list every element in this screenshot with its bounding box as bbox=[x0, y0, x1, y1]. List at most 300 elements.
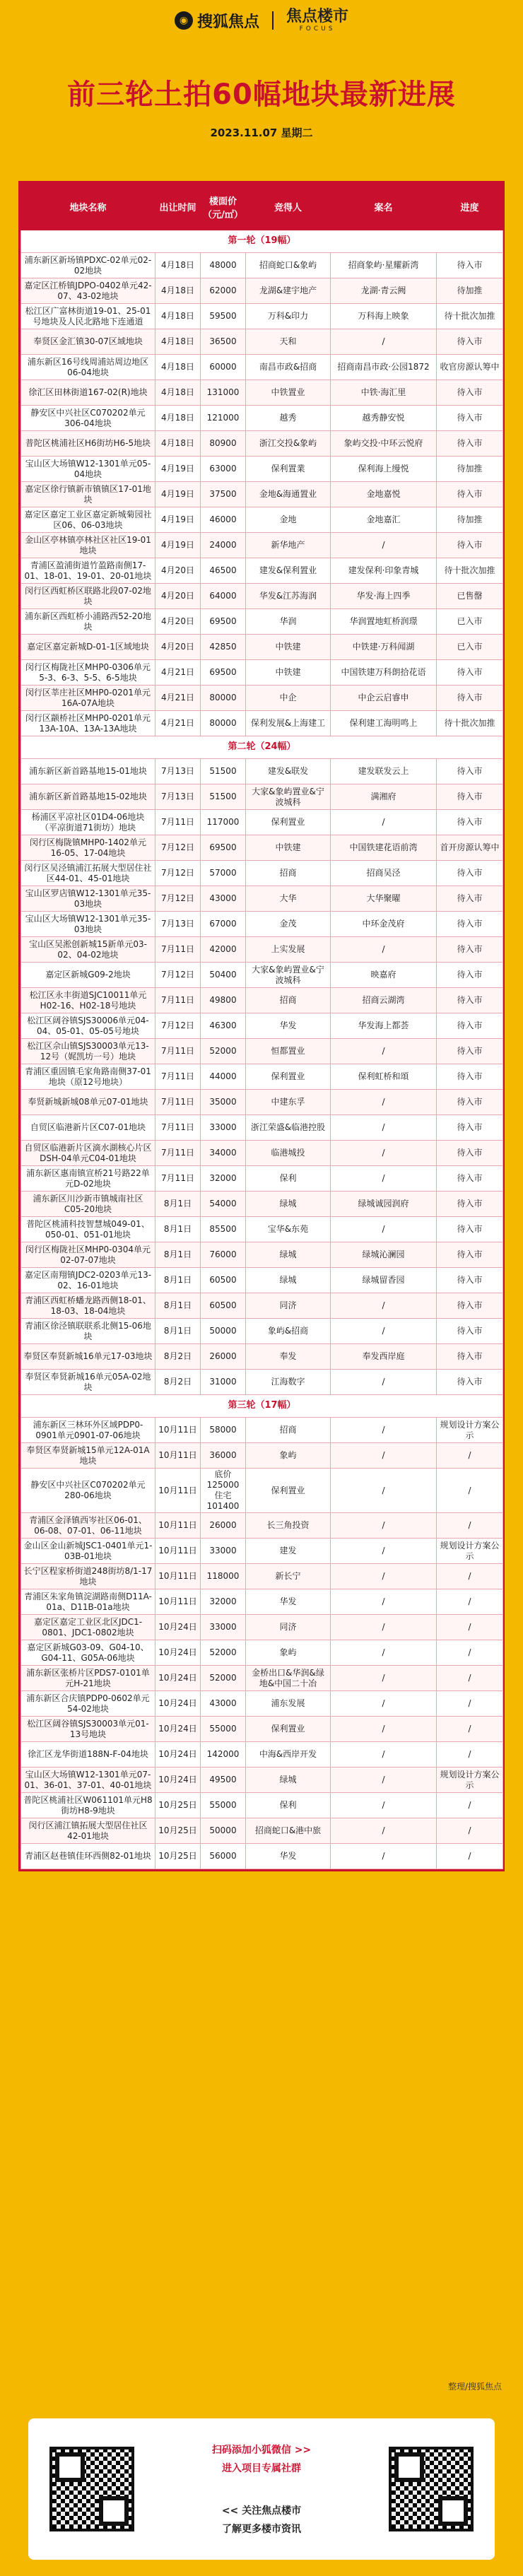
cell-status: 待入市 bbox=[437, 686, 503, 711]
cell-winner: 江海数字 bbox=[246, 1370, 331, 1395]
cell-status: / bbox=[437, 1564, 503, 1589]
cell-name: 嘉定区徐行镇新市镇镇区17-01地块 bbox=[21, 482, 155, 507]
cell-date: 7月12日 bbox=[155, 1013, 201, 1039]
table-row bbox=[21, 1141, 503, 1166]
cell-status: 待入市 bbox=[437, 1192, 503, 1217]
cell-status: 首开房源认筹中 bbox=[437, 835, 503, 861]
cell-date: 10月24日 bbox=[155, 1717, 201, 1742]
cell-date: 4月18日 bbox=[155, 253, 201, 278]
table-row bbox=[21, 1418, 503, 1443]
cell-status: / bbox=[437, 1513, 503, 1539]
cell-name: 青浦区盈浦街道竹盈路南侧17-01、18-01、19-01、20-01地块 bbox=[21, 558, 155, 584]
cell-project: 招商吴泾 bbox=[331, 861, 437, 886]
cell-project: / bbox=[331, 1166, 437, 1192]
table-row bbox=[21, 686, 503, 711]
table-row bbox=[21, 1717, 503, 1742]
cell-status: 待入市 bbox=[437, 329, 503, 355]
cell-date: 7月12日 bbox=[155, 963, 201, 988]
cell-project: 金地嘉汇 bbox=[331, 507, 437, 533]
cell-winner: 保利置业 bbox=[246, 1469, 331, 1513]
cell-date: 4月19日 bbox=[155, 482, 201, 507]
cell-price: 50000 bbox=[201, 1319, 246, 1344]
cell-winner: 奉发 bbox=[246, 1344, 331, 1370]
cell-project: / bbox=[331, 937, 437, 963]
cell-date: 4月19日 bbox=[155, 507, 201, 533]
cell-price: 31000 bbox=[201, 1370, 246, 1395]
cell-price: 33000 bbox=[201, 1115, 246, 1141]
brand-bar bbox=[0, 0, 523, 41]
cell-price: 121000 bbox=[201, 406, 246, 431]
cell-name: 金山区金山新城JSC1-0401单元1-03B-01地块 bbox=[21, 1539, 155, 1564]
cell-name: 宝山区吴淞创新城15新单元03-02、04-02地块 bbox=[21, 937, 155, 963]
table-row bbox=[21, 835, 503, 861]
cell-date: 4月20日 bbox=[155, 609, 201, 635]
cell-name: 奉贤区奉贤新城15单元12A-01A地块 bbox=[21, 1443, 155, 1469]
cell-winner: 大华 bbox=[246, 886, 331, 912]
cell-status: 待入市 bbox=[437, 1013, 503, 1039]
focus-logo bbox=[286, 9, 348, 33]
wechat-qr-code[interactable] bbox=[49, 2447, 134, 2531]
cell-date: 7月13日 bbox=[155, 912, 201, 937]
cell-project: 中铁·海汇里 bbox=[331, 380, 437, 406]
fox-icon: ◉ bbox=[175, 11, 193, 30]
cell-project: 大华聚曜 bbox=[331, 886, 437, 912]
cell-project: 中国铁建万科朗拾花语 bbox=[331, 660, 437, 686]
cell-name: 浦东新区新首路基地15-01地块 bbox=[21, 759, 155, 784]
focus-logo-en: FOCUS bbox=[299, 25, 336, 33]
cell-date: 7月12日 bbox=[155, 861, 201, 886]
cell-status: 待入市 bbox=[437, 810, 503, 835]
table-row bbox=[21, 1344, 503, 1370]
col-header-date: 出让时间 bbox=[155, 184, 201, 230]
cell-project: 越秀静安悦 bbox=[331, 406, 437, 431]
table-row bbox=[21, 810, 503, 835]
cell-project: 中环金茂府 bbox=[331, 912, 437, 937]
cell-date: 10月11日 bbox=[155, 1539, 201, 1564]
cell-name: 青浦区徐泾镇联联系北侧15-06地块 bbox=[21, 1319, 155, 1344]
cell-project: 华发海上都荟 bbox=[331, 1013, 437, 1039]
cell-price: 24000 bbox=[201, 533, 246, 558]
table-row bbox=[21, 406, 503, 431]
cell-name: 浦东新区新场镇PDXC-02单元02-02地块 bbox=[21, 253, 155, 278]
table-row bbox=[21, 1844, 503, 1869]
cell-status: 待入市 bbox=[437, 1268, 503, 1293]
cell-date: 10月11日 bbox=[155, 1469, 201, 1513]
cell-date: 7月11日 bbox=[155, 937, 201, 963]
cell-name: 浦东新区合庆镇PDP0-0602单元54-02地块 bbox=[21, 1691, 155, 1717]
table-row bbox=[21, 253, 503, 278]
cell-winner: 绿城 bbox=[246, 1242, 331, 1268]
cell-price: 26000 bbox=[201, 1344, 246, 1370]
table-row bbox=[21, 278, 503, 304]
cell-name: 宝山区大场镇W12-1301单元07-01、36-01、37-01、40-01地块 bbox=[21, 1768, 155, 1793]
cell-price: 42000 bbox=[201, 937, 246, 963]
cell-status: / bbox=[437, 1742, 503, 1768]
cell-price: 33000 bbox=[201, 1615, 246, 1640]
cell-winner: 中建东孚 bbox=[246, 1090, 331, 1115]
qr-message bbox=[134, 2442, 389, 2536]
cell-project: / bbox=[331, 1039, 437, 1064]
cell-project: / bbox=[331, 1691, 437, 1717]
cell-name: 浦东新区西虹桥小浦路西52-20地块 bbox=[21, 609, 155, 635]
table-row bbox=[21, 711, 503, 736]
cell-winner: 浙江交投&象屿 bbox=[246, 431, 331, 457]
cell-name: 浦东新区三林环外区域PDP0-0901单元0901-07-06地块 bbox=[21, 1418, 155, 1443]
cell-name: 松江区阔谷镇SJS30006单元04-04、05-01、05-05号地块 bbox=[21, 1013, 155, 1039]
cell-name: 闵行区吴泾镇浦江拓展大型居住社区44-01、45-01地块 bbox=[21, 861, 155, 886]
cell-winner: 华润 bbox=[246, 609, 331, 635]
divider bbox=[272, 11, 274, 30]
cell-price: 32000 bbox=[201, 1166, 246, 1192]
cell-winner: 保利置業 bbox=[246, 457, 331, 482]
cell-status: / bbox=[437, 1589, 503, 1615]
table-row bbox=[21, 1513, 503, 1539]
cell-name: 闵行区莘庄社区MHP0-0201单元16A-07A地块 bbox=[21, 686, 155, 711]
cell-project: 招商南昌市政·公园1872 bbox=[331, 355, 437, 380]
table-row bbox=[21, 1217, 503, 1242]
cell-date: 10月25日 bbox=[155, 1818, 201, 1844]
cell-project: / bbox=[331, 1615, 437, 1640]
publish-date: 2023.11.07 星期二 bbox=[210, 127, 313, 139]
cell-name: 金山区亭林镇亭林社区社区19-01地块 bbox=[21, 533, 155, 558]
cell-date: 4月19日 bbox=[155, 533, 201, 558]
table-row bbox=[21, 1090, 503, 1115]
qr-message-line3: << 关注焦点楼市 bbox=[221, 2505, 302, 2517]
cell-price: 60500 bbox=[201, 1268, 246, 1293]
section-header-row bbox=[21, 230, 503, 253]
cell-name: 浦东新区川沙新市镇城南社区C05-20地块 bbox=[21, 1192, 155, 1217]
cell-winner: 新长宁 bbox=[246, 1564, 331, 1589]
table-row bbox=[21, 635, 503, 660]
cell-project: 绿城诚园润府 bbox=[331, 1192, 437, 1217]
cell-status: 待十批次加推 bbox=[437, 711, 503, 736]
cell-name: 闵行区颛桥社区MHP0-0201单元13A-10A、13A-13A地块 bbox=[21, 711, 155, 736]
cell-price: 62000 bbox=[201, 278, 246, 304]
cell-project: / bbox=[331, 810, 437, 835]
cell-price: 50000 bbox=[201, 1818, 246, 1844]
table-row bbox=[21, 1666, 503, 1691]
cell-status: 待入市 bbox=[437, 988, 503, 1013]
cell-winner: 招商 bbox=[246, 861, 331, 886]
cell-status: 待入市 bbox=[437, 937, 503, 963]
cell-price: 35000 bbox=[201, 1090, 246, 1115]
cell-name: 浦东新区新首路基地15-02地块 bbox=[21, 784, 155, 810]
cell-status: 待入市 bbox=[437, 912, 503, 937]
table-row bbox=[21, 431, 503, 457]
cell-price: 43000 bbox=[201, 886, 246, 912]
cell-price: 69500 bbox=[201, 660, 246, 686]
cell-price: 33000 bbox=[201, 1539, 246, 1564]
cell-date: 4月20日 bbox=[155, 558, 201, 584]
cell-name: 浦东新区惠南镇宣桥21号路22单元D-02地块 bbox=[21, 1166, 155, 1192]
cell-date: 7月12日 bbox=[155, 886, 201, 912]
cell-name: 闵行区西虹桥区联路北段07-02地块 bbox=[21, 584, 155, 609]
cell-winner: 中铁建 bbox=[246, 660, 331, 686]
cell-winner: 大家&象屿置业&宁波城科 bbox=[246, 963, 331, 988]
cell-price: 52000 bbox=[201, 1640, 246, 1666]
cell-price: 36000 bbox=[201, 1443, 246, 1469]
cell-date: 4月18日 bbox=[155, 304, 201, 329]
cell-winner: 保利 bbox=[246, 1793, 331, 1818]
cell-name: 嘉定区新城G03-09、G04-10、G04-11、G05A-06地块 bbox=[21, 1640, 155, 1666]
cell-price: 85500 bbox=[201, 1217, 246, 1242]
cell-project: 建发保利·印象青城 bbox=[331, 558, 437, 584]
table-row bbox=[21, 963, 503, 988]
cell-name: 宝山区大场镇W12-1301单元35-03地块 bbox=[21, 912, 155, 937]
table-row bbox=[21, 1768, 503, 1793]
cell-status: 待入市 bbox=[437, 861, 503, 886]
cell-status: 规划设计方案公示 bbox=[437, 1418, 503, 1443]
cell-date: 10月11日 bbox=[155, 1418, 201, 1443]
table-row bbox=[21, 1192, 503, 1217]
cell-name: 自贸区临港新片区滴水湖核心片区DSH-04单元C04-01地块 bbox=[21, 1141, 155, 1166]
table-row bbox=[21, 1115, 503, 1141]
cell-winner: 招商蛇口&港中旅 bbox=[246, 1818, 331, 1844]
cell-price: 117000 bbox=[201, 810, 246, 835]
cell-date: 10月24日 bbox=[155, 1742, 201, 1768]
cell-price: 58000 bbox=[201, 1418, 246, 1443]
cell-status: 规划设计方案公示 bbox=[437, 1768, 503, 1793]
table-row bbox=[21, 1242, 503, 1268]
col-header-name: 地块名称 bbox=[21, 184, 155, 230]
brand-name: 搜狐焦点 bbox=[196, 13, 259, 31]
cell-name: 奉贤区金汇镇30-07区域地块 bbox=[21, 329, 155, 355]
cell-date: 8月2日 bbox=[155, 1344, 201, 1370]
cell-date: 7月13日 bbox=[155, 784, 201, 810]
cell-winner: 保利 bbox=[246, 1166, 331, 1192]
cell-date: 8月1日 bbox=[155, 1293, 201, 1319]
cell-status: 已入市 bbox=[437, 609, 503, 635]
table-row bbox=[21, 1640, 503, 1666]
table-row bbox=[21, 584, 503, 609]
cell-winner: 浙江荣盛&临港控股 bbox=[246, 1115, 331, 1141]
table-row bbox=[21, 784, 503, 810]
cell-price: 131000 bbox=[201, 380, 246, 406]
cell-date: 4月18日 bbox=[155, 278, 201, 304]
cell-project: 中国铁建花语前湾 bbox=[331, 835, 437, 861]
cell-date: 7月11日 bbox=[155, 1115, 201, 1141]
cell-status: 待入市 bbox=[437, 533, 503, 558]
cell-date: 4月18日 bbox=[155, 329, 201, 355]
cell-price: 49800 bbox=[201, 988, 246, 1013]
cell-project: 中企云启睿申 bbox=[331, 686, 437, 711]
cell-price: 36500 bbox=[201, 329, 246, 355]
table-row bbox=[21, 1564, 503, 1589]
qr-message-line1: 扫码添加小狐微信 >> bbox=[211, 2445, 312, 2456]
cell-date: 4月21日 bbox=[155, 686, 201, 711]
cell-project: / bbox=[331, 1666, 437, 1691]
cell-date: 7月11日 bbox=[155, 1166, 201, 1192]
col-header-project: 案名 bbox=[331, 184, 437, 230]
cell-winner: 绿城 bbox=[246, 1268, 331, 1293]
col-header-winner: 竞得人 bbox=[246, 184, 331, 230]
cell-name: 青浦区朱家角镇淀湖路南侧D11A-01a、D11B-01a地块 bbox=[21, 1589, 155, 1615]
cell-project: / bbox=[331, 1469, 437, 1513]
cell-date: 10月25日 bbox=[155, 1793, 201, 1818]
qr-message-line2: 进入项目专属社群 bbox=[222, 2463, 301, 2474]
cell-status: 待入市 bbox=[437, 431, 503, 457]
cell-winner: 中铁建 bbox=[246, 635, 331, 660]
focus-logo-text: 焦点楼市 bbox=[286, 7, 349, 25]
cell-price: 69500 bbox=[201, 835, 246, 861]
cell-status: 待入市 bbox=[437, 1039, 503, 1064]
cell-name: 普陀区桃浦社区W061101单元H8街坊H8-9地块 bbox=[21, 1793, 155, 1818]
cell-winner: 南昌市政&招商 bbox=[246, 355, 331, 380]
cell-project: / bbox=[331, 1818, 437, 1844]
cell-date: 10月11日 bbox=[155, 1513, 201, 1539]
cell-status: / bbox=[437, 1818, 503, 1844]
cell-price: 44000 bbox=[201, 1064, 246, 1090]
cell-winner: 象屿 bbox=[246, 1443, 331, 1469]
cell-price: 64000 bbox=[201, 584, 246, 609]
cell-project: / bbox=[331, 1717, 437, 1742]
cell-date: 10月11日 bbox=[155, 1589, 201, 1615]
cell-winner: 临港城投 bbox=[246, 1141, 331, 1166]
table-row bbox=[21, 1293, 503, 1319]
cell-project: 绿城留香园 bbox=[331, 1268, 437, 1293]
cell-status: 待加推 bbox=[437, 457, 503, 482]
cell-name: 奉贤区奉贤新城16单元17-03地块 bbox=[21, 1344, 155, 1370]
cell-project: / bbox=[331, 1141, 437, 1166]
section-label: 第一轮（19幅） bbox=[21, 230, 503, 253]
cell-status: 已售罄 bbox=[437, 584, 503, 609]
cell-name: 静安区中兴社区C070202单元280-06地块 bbox=[21, 1469, 155, 1513]
col-header-price: 楼面价（元/㎡） bbox=[201, 184, 246, 230]
cell-status: 待入市 bbox=[437, 482, 503, 507]
cell-price: 54000 bbox=[201, 1192, 246, 1217]
cell-project: / bbox=[331, 1844, 437, 1869]
cell-price: 80000 bbox=[201, 686, 246, 711]
table-row bbox=[21, 1443, 503, 1469]
cell-date: 4月18日 bbox=[155, 355, 201, 380]
cell-date: 8月1日 bbox=[155, 1242, 201, 1268]
cell-name: 普陀区桃浦社区H6街坊H6-5地块 bbox=[21, 431, 155, 457]
cell-status: / bbox=[437, 1443, 503, 1469]
cell-name: 普陀区桃浦科技智慧城049-01、050-01、051-01地块 bbox=[21, 1217, 155, 1242]
cell-price: 80000 bbox=[201, 711, 246, 736]
land-table-container bbox=[18, 181, 505, 1871]
cell-name: 闵行区浦江镇拓展大型居住社区42-01地块 bbox=[21, 1818, 155, 1844]
cell-winner: 龙湖&建宇地产 bbox=[246, 278, 331, 304]
table-row bbox=[21, 533, 503, 558]
section-label: 第三轮（17幅） bbox=[21, 1395, 503, 1418]
cell-status: 待入市 bbox=[437, 886, 503, 912]
cell-winner: 金地&海通置业 bbox=[246, 482, 331, 507]
table-row bbox=[21, 507, 503, 533]
cell-status: / bbox=[437, 1691, 503, 1717]
cell-price: 63000 bbox=[201, 457, 246, 482]
cell-project: / bbox=[331, 1443, 437, 1469]
credit-text: 整理/搜狐焦点 bbox=[447, 2382, 502, 2392]
cell-date: 4月18日 bbox=[155, 406, 201, 431]
cell-project: 满湘府 bbox=[331, 784, 437, 810]
cell-name: 嘉定区嘉定工业区嘉定新城菊园社区06、06-03地块 bbox=[21, 507, 155, 533]
cell-name: 青浦区西虹桥蟠龙路西侧18-01、18-03、18-04地块 bbox=[21, 1293, 155, 1319]
cell-date: 7月12日 bbox=[155, 835, 201, 861]
cell-price: 55000 bbox=[201, 1793, 246, 1818]
cell-date: 10月11日 bbox=[155, 1564, 201, 1589]
cell-winner: 同济 bbox=[246, 1293, 331, 1319]
cell-name: 松江区阔谷镇SJS30003单元01-13号地块 bbox=[21, 1717, 155, 1742]
table-row bbox=[21, 886, 503, 912]
land-table bbox=[20, 183, 503, 1869]
cell-status: 待入市 bbox=[437, 1242, 503, 1268]
cell-name: 青浦区金泽镇西岑社区06-01、06-08、07-01、06-11地块 bbox=[21, 1513, 155, 1539]
cell-name: 长宁区程家桥街道248街坊8/1-17地块 bbox=[21, 1564, 155, 1589]
cell-price: 69500 bbox=[201, 609, 246, 635]
cell-price: 46300 bbox=[201, 1013, 246, 1039]
table-row bbox=[21, 988, 503, 1013]
cell-project: / bbox=[331, 1768, 437, 1793]
cell-status: 待入市 bbox=[437, 1293, 503, 1319]
cell-date: 7月11日 bbox=[155, 1090, 201, 1115]
cell-date: 4月21日 bbox=[155, 660, 201, 686]
cell-date: 8月2日 bbox=[155, 1370, 201, 1395]
cell-price: 26000 bbox=[201, 1513, 246, 1539]
cell-winner: 宝华&东苑 bbox=[246, 1217, 331, 1242]
table-row bbox=[21, 937, 503, 963]
cell-price: 37500 bbox=[201, 482, 246, 507]
cell-status: 待加推 bbox=[437, 507, 503, 533]
cell-status: 规划设计方案公示 bbox=[437, 1539, 503, 1564]
cell-status: 待入市 bbox=[437, 963, 503, 988]
cell-status: 待入市 bbox=[437, 1166, 503, 1192]
cell-winner: 万科&印力 bbox=[246, 304, 331, 329]
cell-price: 76000 bbox=[201, 1242, 246, 1268]
cell-winner: 天和 bbox=[246, 329, 331, 355]
table-body bbox=[21, 230, 503, 1869]
cell-date: 7月11日 bbox=[155, 810, 201, 835]
cell-project: / bbox=[331, 1793, 437, 1818]
cell-price: 底价125000住宅101400 bbox=[201, 1469, 246, 1513]
cell-status: 待入市 bbox=[437, 380, 503, 406]
cell-name: 静安区中兴社区C070202单元306-04地块 bbox=[21, 406, 155, 431]
cell-date: 4月20日 bbox=[155, 635, 201, 660]
cell-status: / bbox=[437, 1844, 503, 1869]
cell-name: 浦东新区16号线周浦站周边地区06-04地块 bbox=[21, 355, 155, 380]
cell-project: / bbox=[331, 1564, 437, 1589]
cell-winner: 招商 bbox=[246, 988, 331, 1013]
cell-date: 8月1日 bbox=[155, 1192, 201, 1217]
table-row bbox=[21, 355, 503, 380]
cell-price: 60000 bbox=[201, 355, 246, 380]
cell-status: 待入市 bbox=[437, 660, 503, 686]
cell-winner: 同济 bbox=[246, 1615, 331, 1640]
cell-winner: 金地 bbox=[246, 507, 331, 533]
cell-price: 52000 bbox=[201, 1039, 246, 1064]
cell-name: 奉贤区奉贤新城16单元05A-02地块 bbox=[21, 1370, 155, 1395]
focus-qr-code[interactable] bbox=[389, 2447, 474, 2531]
cell-project: / bbox=[331, 1742, 437, 1768]
table-row bbox=[21, 1742, 503, 1768]
cell-project: / bbox=[331, 1589, 437, 1615]
table-row bbox=[21, 1013, 503, 1039]
cell-name: 徐汇区田林街道167-02(R)地块 bbox=[21, 380, 155, 406]
cell-price: 60500 bbox=[201, 1293, 246, 1319]
cell-name: 青浦区赵巷镇佳环西侧82-01地块 bbox=[21, 1844, 155, 1869]
table-row bbox=[21, 660, 503, 686]
cell-name: 嘉定区南翔镇JDC2-0203单元13-02、16-01地块 bbox=[21, 1268, 155, 1293]
cell-name: 松江区佘山镇SJS30003单元13-12号（娓凯坊一号）地块 bbox=[21, 1039, 155, 1064]
cell-name: 徐汇区龙华街道188N-F-04地块 bbox=[21, 1742, 155, 1768]
cell-name: 嘉定区新城G09-2地块 bbox=[21, 963, 155, 988]
cell-project: / bbox=[331, 1293, 437, 1319]
cell-winner: 越秀 bbox=[246, 406, 331, 431]
cell-winner: 金桥出口&华润&绿地&中国二十冶 bbox=[246, 1666, 331, 1691]
cell-name: 松江区永丰街道SJC10011单元H02-16、H02-18号地块 bbox=[21, 988, 155, 1013]
cell-winner: 长三角投资 bbox=[246, 1513, 331, 1539]
cell-date: 4月18日 bbox=[155, 431, 201, 457]
